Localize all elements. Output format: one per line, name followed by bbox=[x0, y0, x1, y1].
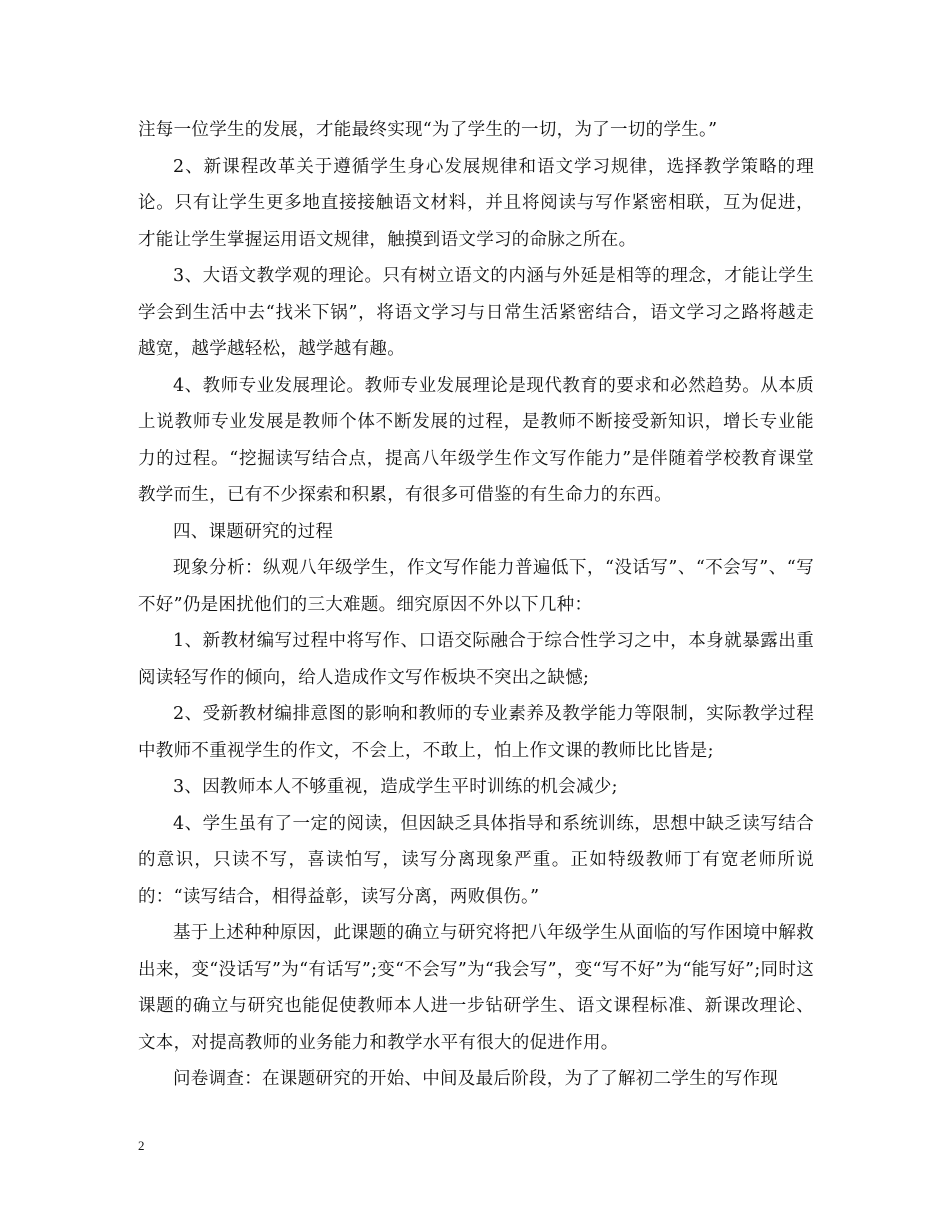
paragraph-reason-4: 4、学生虽有了一定的阅读，但因缺乏具体指导和系统训练，思想中缺乏读写结合的意识，只读不写，喜读怕写，读写分离现象严重。正如特级教师丁有宽老师所说的：“读写结合，相得益彰，读写分离，两败俱伤。” bbox=[138, 813, 814, 907]
paragraph-survey: 问卷调查：在课题研究的开始、中间及最后阶段，为了了解初二学生的写作现 bbox=[173, 1069, 779, 1089]
paragraph-theory-2: 2、新课程改革关于遵循学生身心发展规律和语文学习规律，选择教学策略的理论。只有让学生更多地直接接触语文材料，并且将阅读与写作紧密相联，互为促进，才能让学生掌握运用语文规律，触摸到语文学习的命脉之所在。 bbox=[138, 156, 814, 250]
paragraph-theory-4: 4、教师专业发展理论。教师专业发展理论是现代教育的要求和必然趋势。从本质上说教师专业发展是教师个体不断发展的过程，是教师不断接受新知识，增长专业能力的过程。“挖掘读写结合点，提高八年级学生作文写作能力”是伴随着学校教育课堂教学而生，已有不少探索和积累，有很多可借鉴的有生命力的东西。 bbox=[138, 375, 814, 505]
paragraph-reason-1: 1、新教材编写过程中将写作、口语交际融合于综合性学习之中，本身就暴露出重阅读轻写作的倾向，给人造成作文写作板块不突出之缺憾; bbox=[138, 631, 814, 688]
paragraph-summary: 基于上述种种原因，此课题的确立与研究将把八年级学生从面临的写作困境中解救出来，变“没话写”为“有话写”;变“不会写”为“我会写”，变“写不好”为“能写好”;同时这课题的确立与研究也能促使教师本人进一步钻研学生、语文课程标准、新课改理论、文本，对提高教师的业务能力和教学水平有很大的促进作用。 bbox=[138, 923, 814, 1053]
paragraph-reason-3: 3、因教师本人不够重视，造成学生平时训练的机会减少; bbox=[173, 777, 618, 797]
paragraph-reason-2: 2、受新教材编排意图的影响和教师的专业素养及教学能力等限制，实际教学过程中教师不重视学生的作文，不会上，不敢上，怕上作文课的教师比比皆是; bbox=[138, 704, 814, 761]
paragraph-theory-3: 3、大语文教学观的理论。只有树立语文的内涵与外延是相等的理念，才能让学生学会到生活中去“找米下锅”，将语文学习与日常生活紧密结合，语文学习之路将越走越宽，越学越轻松，越学越有趣。 bbox=[138, 266, 814, 359]
document-body bbox=[138, 112, 814, 1098]
paragraph-continuation: 注每一位学生的发展，才能最终实现“为了学生的一切，为了一切的学生。” bbox=[138, 120, 718, 140]
page-number: 2 bbox=[138, 1138, 145, 1153]
section-heading-research-process: 四、课题研究的过程 bbox=[173, 521, 334, 542]
paragraph-phenomenon-analysis: 现象分析：纵观八年级学生，作文写作能力普遍低下，“没话写”、“不会写”、“写不好”仍是困扰他们的三大难题。细究原因不外以下几种： bbox=[138, 558, 814, 615]
